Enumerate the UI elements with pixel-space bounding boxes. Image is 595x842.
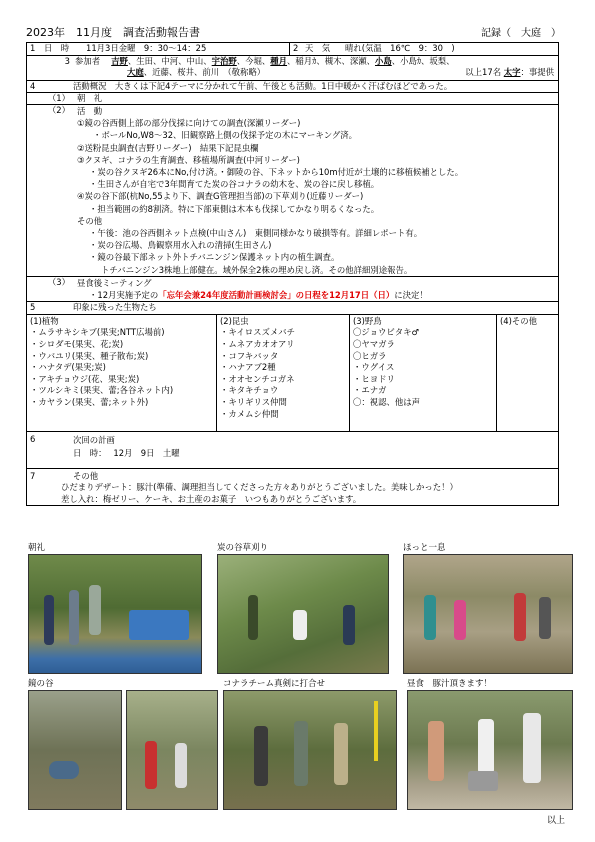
section-number: （2） xyxy=(47,105,70,115)
row-number: 3 xyxy=(64,56,70,66)
gifts-line: 差し入れ：梅ゼリー、ケーキ、お土産のお菓子 いつもありがとうございます。 xyxy=(61,493,362,504)
date-value: 11月3日金曜 9：30～14：25 xyxy=(86,43,207,53)
morning-meeting-label: 朝 礼 xyxy=(77,93,103,103)
insect-item: ・コフキバッタ xyxy=(220,350,279,361)
row-activity xyxy=(27,80,558,301)
insect-item: ・キリギリス仲間 xyxy=(220,397,287,407)
other-title: (4)その他 xyxy=(500,315,537,326)
row-number: 1 xyxy=(30,43,36,53)
activity-line: ・午後：池の谷西側ネット点検(中山さん) 東側同様かなり破損等有。詳細レポート有。 xyxy=(89,228,423,239)
end-mark: 以上 xyxy=(546,816,565,826)
activities-label: 活 動 xyxy=(77,106,103,116)
participant-names: 、生田、中河、中山、 xyxy=(127,56,212,66)
bold-legend: 太字 xyxy=(503,66,521,77)
photo-caption: 鏡の谷 xyxy=(28,679,54,689)
photo-image xyxy=(217,554,389,674)
photo-image xyxy=(407,690,573,810)
plant-item: ・ハナタデ(果実;炭) xyxy=(30,362,106,373)
other-label: その他 xyxy=(73,470,99,481)
activity-line: ・ボールNo,W8～32、旧観察路上側の伐採予定の木にマーキング済。 xyxy=(93,130,358,141)
participants-line-1 xyxy=(75,56,558,67)
photo-kagami xyxy=(28,678,218,810)
meeting-prefix: ・12月実施予定の xyxy=(89,289,159,300)
next-date-label: 日 時： xyxy=(73,447,103,458)
bird-item: ・ウグイス xyxy=(353,362,395,373)
organisms-grid xyxy=(27,314,558,431)
activity-line: トチバニンジン3株地上部健在。域外保全2株の埋め戻し済。その他詳細別途報告。 xyxy=(101,264,413,275)
insect-item: ・ハナアブ2種 xyxy=(220,362,276,373)
plant-item: ・アキチョウジ(花、果実;炭) xyxy=(30,373,140,384)
participant-name: 小島 xyxy=(374,56,392,66)
bird-item: 〇ヤマガラ xyxy=(353,339,395,350)
recorder: 記録（ 大庭 ） xyxy=(481,27,561,39)
photo-caption: コナラチーム真剣に打合せ xyxy=(223,679,326,689)
row-number: 2 xyxy=(293,43,299,53)
insect-item: ・ムネアカオオアリ xyxy=(220,339,295,350)
photo-image xyxy=(403,554,573,674)
bird-item: ・ヒヨドリ xyxy=(353,373,395,384)
row-other xyxy=(27,468,558,505)
row-next-plan xyxy=(27,431,558,468)
meeting-highlight: 「忘年会兼24年度活動計画検討会」の日程を12月17日（日） xyxy=(158,289,395,300)
photo-grass-cutting xyxy=(217,542,389,674)
insect-item: ・オオセンチコガネ xyxy=(220,373,295,384)
report-table xyxy=(26,42,559,506)
lunch-meeting-block xyxy=(73,277,558,301)
activity-line: ・炭の谷クヌギ26本にNo,付け済。・御陵の谷、下ネットから10m付近が土壌的に移植候補とした。 xyxy=(89,167,464,178)
participants-line-2 xyxy=(75,67,558,78)
participant-name: 種月 xyxy=(270,56,288,66)
participants-cell xyxy=(73,56,558,80)
row-organisms xyxy=(27,301,558,431)
plant-item: ・シロダモ(果実、花;炭) xyxy=(30,339,124,350)
dessert-line: ひだまりデザート：豚汁(準備、調理担当してくださった方々ありがとうございました。美味しかった！） xyxy=(61,482,458,493)
participant-names: 、稲月ｶ、槻木、深瀬、 xyxy=(287,56,375,66)
weather-cell xyxy=(290,43,458,55)
row-participants xyxy=(27,55,558,80)
participant-names: 、今堀、 xyxy=(236,56,271,66)
photo-image xyxy=(28,554,202,674)
photo-konara-team xyxy=(223,678,397,810)
other-column xyxy=(497,315,558,431)
photo-image xyxy=(28,690,122,810)
plants-title: (1)植物 xyxy=(30,315,59,326)
participant-names: 、近藤、桜井、前川 （敬称略） xyxy=(143,66,266,77)
participant-names: 、小島ｶ、坂梨、 xyxy=(391,56,455,66)
row-number: 6 xyxy=(30,433,36,444)
activity-line: その他 xyxy=(77,215,103,226)
row-number: 5 xyxy=(30,301,36,312)
row-datetime-weather xyxy=(27,43,558,55)
date-label: 日 時 xyxy=(44,43,70,53)
photo-break xyxy=(403,542,573,674)
photo-caption: ほっと一息 xyxy=(403,543,446,553)
bird-item: 〇ヒガラ xyxy=(353,350,387,361)
activity-line: ②送粉昆虫調査(吉野リーダー) 結果下記昆虫欄 xyxy=(77,142,259,153)
bird-item: 〇：視認、他は声 xyxy=(353,397,420,407)
photo-image xyxy=(126,690,218,810)
activity-line: ・担当範囲の約8割済。特に下部東側は木本も伐採してかなり明るくなった。 xyxy=(89,203,380,214)
insects-column xyxy=(217,315,350,431)
section-number: （1） xyxy=(47,93,70,103)
meeting-suffix: に決定！ xyxy=(394,289,428,300)
lunch-meeting-label: 昼食後ミーティング xyxy=(77,277,152,288)
next-plan-label: 次回の計画 xyxy=(73,434,115,445)
photo-image xyxy=(223,690,397,810)
organisms-label: 印象に残った生物たち xyxy=(73,301,157,312)
next-date-value: 12月 9日 土曜 xyxy=(113,447,180,458)
photo-caption: 朝礼 xyxy=(28,543,46,553)
weather-label: 天 気 xyxy=(305,43,331,53)
birds-column xyxy=(350,315,497,431)
participant-total: 以上17名 xyxy=(465,66,502,77)
plants-column xyxy=(27,315,217,431)
section-number: （3） xyxy=(47,276,70,287)
weather-value: 晴れ(気温 16℃ 9：30 ) xyxy=(345,43,455,53)
insect-item: ・キイロスズメバチ xyxy=(220,327,295,338)
bird-item: ・エナガ xyxy=(353,385,387,396)
photo-lunch xyxy=(407,678,573,810)
activities-block xyxy=(73,105,558,276)
insects-title: (2)昆虫 xyxy=(220,315,249,326)
birds-title: (3)野鳥 xyxy=(353,315,382,326)
plant-item: ・カヤラン(果実、蕾;ネット外) xyxy=(30,397,149,407)
plant-item: ・ツルシキミ(果実、蕾;各谷ネット内) xyxy=(30,385,174,396)
date-cell xyxy=(27,43,290,55)
plant-item: ・ウバユリ(果実、種子散布;炭) xyxy=(30,350,149,361)
bold-legend-suffix: ：事提供 xyxy=(520,66,554,77)
row-number: 4 xyxy=(30,81,36,91)
activity-line: ③クヌギ、コナラの生育調査、移植場所調査(中河リーダー) xyxy=(77,154,300,165)
insect-item: ・キタキチョウ xyxy=(220,385,279,396)
activity-line: ・鏡の谷最下部ネット外トチバニンジン保護ネット内の植生調査。 xyxy=(89,252,340,263)
photo-caption: 炭の谷草刈り xyxy=(217,543,269,553)
activity-overview: 活動概況 大きくは下記4テーマに分かれて午前、午後とも活動。1日中暖かく汗ばむほどであった。 xyxy=(73,81,453,91)
report-page xyxy=(26,22,571,506)
activity-line: ・生田さんが自宅で3年間育てた炭の谷コナラの幼木を、炭の谷に戻し移植。 xyxy=(89,179,380,190)
photo-caption: 昼食 豚汁頂きます！ xyxy=(407,679,493,689)
activity-line: ・炭の谷広場、鳥観察用水入れの清掃(生田さん) xyxy=(89,240,272,251)
participant-name: 大庭 xyxy=(127,66,144,77)
lunch-meeting-line xyxy=(77,289,558,301)
participant-name: 宇治野 xyxy=(211,56,237,66)
participants-label: 参加者 xyxy=(75,56,101,66)
plant-item: ・ムラサキシキブ(果実;NTT広場前) xyxy=(30,327,165,338)
activity-line: ①鏡の谷西側上部の部分伐採に向けての調査(深瀬リーダー) xyxy=(77,118,301,129)
insect-item: ・カメムシ仲間 xyxy=(220,408,279,419)
activity-line: ④炭の谷下部(杭No,55より下、調査G管理担当部)の下草刈り(近藤リーダー) xyxy=(77,191,364,202)
participant-name: 吉野 xyxy=(111,56,128,66)
report-header xyxy=(26,22,571,40)
row-number: 7 xyxy=(30,470,36,481)
report-title: 2023年 11月度 調査活動報告書 xyxy=(26,26,200,40)
photo-morning xyxy=(28,542,202,674)
bird-item: 〇ジョウビタキ♂ xyxy=(353,327,419,338)
